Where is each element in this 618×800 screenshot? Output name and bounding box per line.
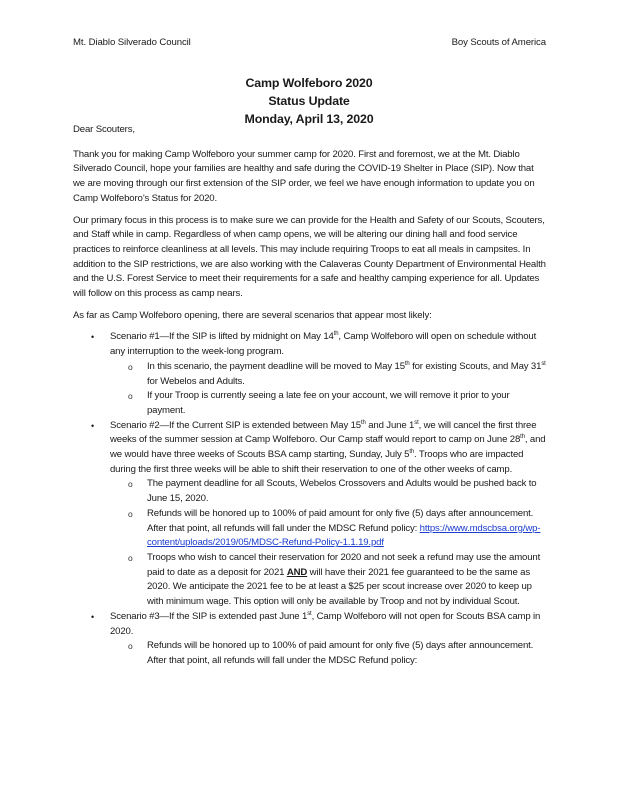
refund-policy-link[interactable]: https://www.mdscbsa.org/wp-content/uploads/2019/05/MDSC-Refund-Policy-1.1.19.pdf	[147, 522, 541, 549]
bullet-icon: •	[91, 332, 95, 343]
sub-bullet-icon: o	[128, 479, 133, 490]
scenario-2	[73, 419, 548, 610]
scenario-2-detail-1	[110, 477, 548, 506]
scenario-3-detail-1	[110, 639, 548, 668]
detail-text: for existing Scouts, and May 31	[409, 360, 542, 372]
detail-text: The payment deadline for all Scouts, Webelos Crossovers and Adults would be pushed back to June 15, 2020.	[147, 478, 537, 505]
document-title	[0, 74, 618, 128]
scenario-list	[73, 330, 548, 668]
paragraph-scenarios-intro: As far as Camp Wolfeboro opening, there are several scenarios that appear most likely:	[73, 309, 432, 321]
sub-bullet-icon: o	[128, 361, 133, 372]
scenario-1-detail-2	[110, 389, 548, 418]
emphasis-and: AND	[286, 566, 308, 578]
superscript: th	[409, 449, 415, 456]
superscript: th	[361, 419, 366, 426]
scenario-3-text: , Camp Wolfeboro will not open for Scouts BSA camp in 2020.	[110, 610, 541, 637]
sub-bullet-icon: o	[128, 552, 133, 563]
scenario-2-text: . Troops who are impacted during the first three weeks will be able to shift their reservation to one of the other weeks of camp.	[110, 449, 524, 475]
scenario-3	[73, 610, 548, 669]
superscript: th	[404, 360, 410, 367]
sub-bullet-icon: o	[128, 641, 133, 652]
detail-text: will have their 2021 fee guaranteed to be the same as 2020. We anticipate the 2021 fee to be at least a $25 per scout increase over 2020 to keep up with minimum wage. This option will only be available by Troop and not by individual Scout.	[147, 566, 532, 608]
bullet-icon: •	[91, 611, 95, 622]
scenario-2-detail-3	[110, 551, 548, 610]
scenario-2-details	[110, 477, 548, 609]
detail-text: In this scenario, the payment deadline will be moved to May 15	[147, 360, 405, 372]
scenario-2-text: Scenario #2—If the Current SIP is extended between May 15	[110, 419, 361, 431]
detail-text: If your Troop is currently seeing a late fee on your account, we will remove it prior to your payment.	[147, 390, 510, 416]
title-date: Monday, April 13, 2020	[244, 112, 374, 126]
sub-bullet-icon: o	[128, 508, 133, 519]
scenario-1-text: Scenario #1—If the SIP is lifted by midnight on May 14	[110, 331, 334, 343]
detail-text: Refunds will be honored up to 100% of paid amount for only five (5) days after announcement. After that point, all refunds will fall under the MDSC Refund policy:	[147, 507, 534, 534]
superscript: th	[333, 331, 339, 338]
superscript: st	[541, 360, 546, 367]
superscript: st	[307, 610, 312, 617]
letter-body	[73, 123, 548, 669]
paragraph-focus: Our primary focus in this process is to make sure we can provide for the Health and Safety of our Scouts, Scouters, and Staff while in camp. Regardless of when camp opens, we will be altering our dining hall and food service practices to reinforce cleanliness at all levels. This may include requiring Troops to eat all meals in campsites. In addition to the SIP restrictions, we are also working with the Calaveras County Department of Environmental Health and the U.S. Forest Service to meet their requirements for a safe and healthy camping experience for all. Updates will follow on this process as camp nears.	[73, 214, 546, 300]
detail-text: Troops who wish to cancel their reservation for 2020 and not seek a refund may use the amount paid to date as a deposit for 2021	[147, 551, 541, 578]
superscript: th	[520, 434, 525, 441]
greeting: Dear Scouters,	[73, 124, 135, 135]
scenario-2-text: and June 1	[365, 419, 415, 431]
sub-bullet-icon: o	[128, 391, 133, 402]
detail-text: Refunds will be honored up to 100% of paid amount for only five (5) days after announcement. After that point, all refunds will fall under the MDSC Refund policy:	[147, 640, 534, 666]
paragraph-intro: Thank you for making Camp Wolfeboro your summer camp for 2020. First and foremost, we at the Mt. Diablo Silverado Council, hope your families are healthy and safe during the COVID-19 Shelter in Place (SIP). Now that we are moving through our first extension of the SIP order, we feel we have enough information to update you on Camp Wolfeboro’s Status for 2020.	[73, 148, 535, 204]
title-camp-name: Camp Wolfeboro 2020	[245, 76, 373, 90]
scenario-2-text: , and we would have three weeks of Scouts BSA camp starting, Sunday, July 5	[110, 434, 546, 461]
bullet-icon: •	[91, 420, 95, 431]
page-header	[73, 37, 546, 48]
scenario-3-text: Scenario #3—If the SIP is extended past June 1	[110, 610, 308, 622]
header-organization-name: Boy Scouts of America	[451, 37, 546, 48]
scenario-1-detail-1	[110, 360, 548, 389]
title-status-update: Status Update	[268, 94, 350, 108]
superscript: st	[414, 419, 419, 426]
detail-text: for Webelos and Adults.	[147, 375, 245, 387]
scenario-1-details	[110, 360, 548, 419]
scenario-2-detail-2	[110, 507, 548, 551]
scenario-1	[73, 330, 548, 418]
scenario-3-details	[110, 639, 548, 668]
scenario-2-text: , we will cancel the first three weeks of the summer session at Camp Wolfeboro. Our Camp staff would report to camp on June 28	[110, 419, 537, 446]
header-council-name: Mt. Diablo Silverado Council	[73, 37, 191, 48]
scenario-1-text-cont: , Camp Wolfeboro will open on schedule without any interruption to the week-long program.	[110, 331, 537, 358]
